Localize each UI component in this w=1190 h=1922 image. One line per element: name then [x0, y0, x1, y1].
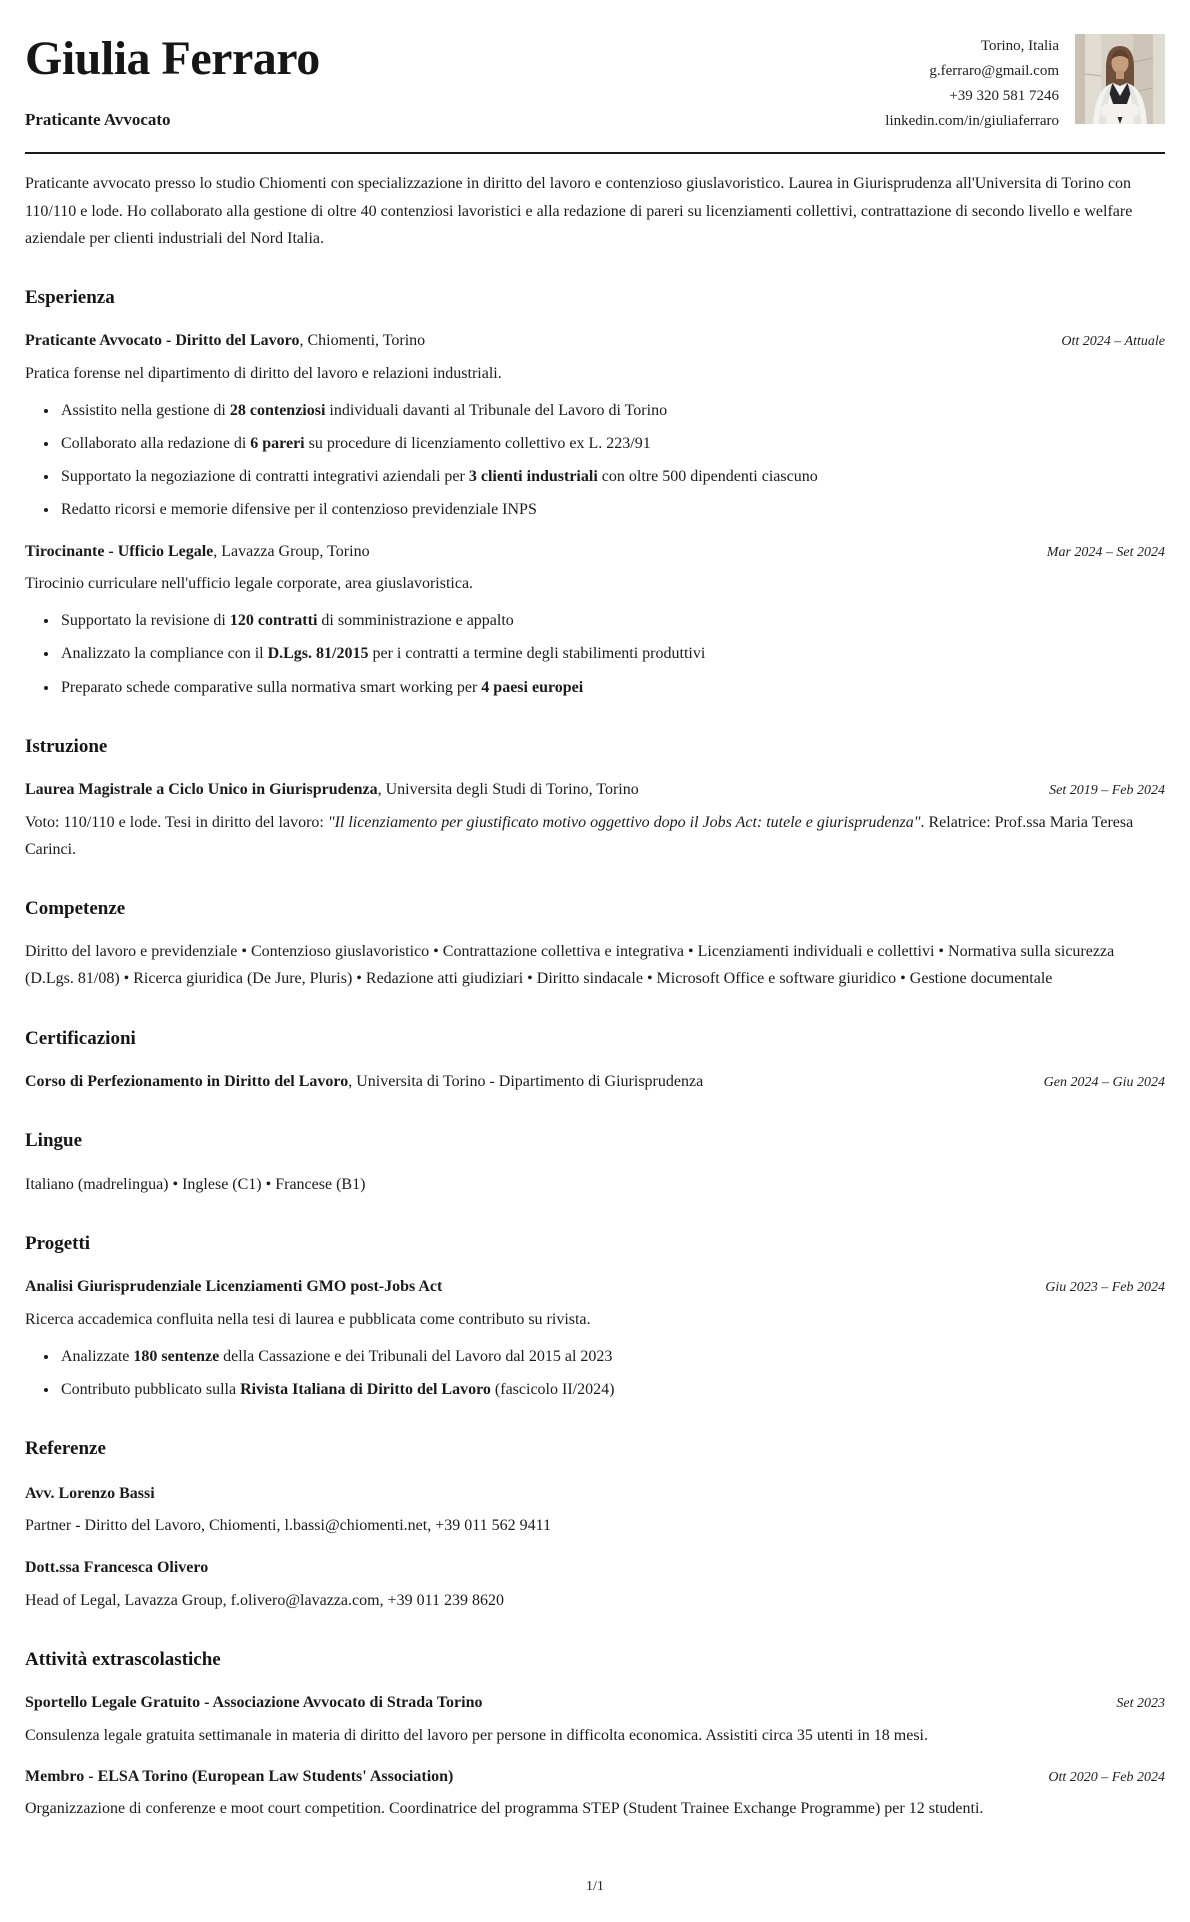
header-identity: [25, 28, 320, 134]
entry-date: Giu 2023 – Feb 2024: [1045, 1280, 1165, 1296]
profile-photo: [1075, 34, 1165, 124]
bullet-item: • Supportato la negoziazione di contratti integrativi aziendali per 3 clienti industriali con oltre 500 dipendenti ciascuno: [59, 463, 1165, 490]
entry-company: , Chiomenti, Torino: [299, 332, 426, 350]
entry-bullet-list: [25, 397, 1165, 524]
education-entry: [25, 777, 1165, 863]
entry-bullet-list: [25, 607, 1165, 701]
bullet-item: • Assistito nella gestione di 28 contenziosi individuali davanti al Tribunale del Lavoro di Torino: [59, 397, 1165, 424]
contact-info: [885, 34, 1059, 134]
header-divider: [25, 152, 1165, 154]
entry-description: Organizzazione di conferenze e moot court competition. Coordinatrice del programma STEP (Student Trainee Exchange Programme) per 12 studenti.: [25, 1800, 984, 1818]
activity-entry: [25, 1690, 1165, 1749]
entry-header: [25, 1764, 1165, 1790]
project-entry: [25, 1274, 1165, 1403]
entry-header: [25, 1690, 1165, 1716]
entry-description: Consulenza legale gratuita settimanale in materia di diritto del lavoro per persone in difficolta economica. Assistiti circa 35 utenti in 18 mesi.: [25, 1726, 928, 1744]
entry-header: [25, 539, 1165, 565]
entry-header: [25, 1069, 1165, 1095]
reference-name: Dott.ssa Francesca Olivero: [25, 1559, 209, 1577]
entry-header: [25, 328, 1165, 354]
bullet-item: • Collaborato alla redazione di 6 pareri su procedure di licenziamento collettivo ex L. 223/91: [59, 430, 1165, 457]
section-heading-istruzione: Istruzione: [25, 735, 108, 757]
entry-description: Ricerca accademica confluita nella tesi di laurea e pubblicata come contributo su rivista.: [25, 1310, 591, 1328]
entry-date: Set 2023: [1116, 1696, 1165, 1712]
bullet-item: • Contributo pubblicato sulla Rivista Italiana di Diritto del Lavoro (fascicolo II/2024): [59, 1376, 1165, 1403]
entry-description: Tirocinio curriculare nell'ufficio legale corporate, area giuslavoristica.: [25, 575, 474, 593]
summary-text: Praticante avvocato presso lo studio Chiomenti con specializzazione in diritto del lavoro e contenzioso giuslavoristico. Laurea in Giurisprudenza all'Universita di Torino con 110/110 e lode. Ho collaborato alla gestione di oltre 40 contenziosi lavoristici e alla redazione di pareri su licenziamenti collettivi, contrattazione di secondo livello e welfare aziendale per clienti industriali del Nord Italia.: [25, 175, 1133, 247]
entry-title: [25, 1069, 703, 1095]
skills-list: Diritto del lavoro e previdenziale • Contenzioso giuslavoristico • Contrattazione collettiva e integrativa • Licenziamenti individuali e collettivi • Normativa sulla sicurezza (D.Lgs. 81/08) • Ricerca giuridica (De Jure, Pluris) • Redazione atti giudiziari • Diritto sindacale • Microsoft Office e software giuridico • Gestione documentale: [25, 943, 1115, 988]
reference-detail: Partner - Diritto del Lavoro, Chiomenti, l.bassi@chiomenti.net, +39 011 562 9411: [25, 1516, 552, 1534]
degree-name: Laurea Magistrale a Ciclo Unico in Giurisprudenza: [25, 781, 378, 799]
activity-name: Membro - ELSA Torino (European Law Students' Association): [25, 1768, 454, 1786]
entry-role: Tirocinante - Ufficio Legale: [25, 542, 214, 560]
thesis-title: "Il licenziamento per giustificato motivo oggettivo dopo il Jobs Act: tutele e giurisprudenza": [327, 813, 921, 831]
entry-date: Mar 2024 – Set 2024: [1046, 544, 1165, 560]
entry-role: Praticante Avvocato - Diritto del Lavoro: [25, 332, 300, 350]
contact-linkedin: linkedin.com/in/giuliaferraro: [885, 113, 1059, 129]
contact-email: g.ferraro@gmail.com: [929, 63, 1059, 79]
job-title: Praticante Avvocato: [25, 110, 171, 130]
entry-title: [25, 1690, 482, 1716]
activity-name: Sportello Legale Gratuito - Associazione Avvocato di Strada Torino: [25, 1694, 483, 1712]
header-contact-block: [885, 28, 1165, 134]
entry-title: [25, 539, 370, 565]
bullet-item: • Analizzate 180 sentenze della Cassazione e dei Tribunali del Lavoro dal 2015 al 2023: [59, 1343, 1165, 1370]
section-heading-esperienza: Esperienza: [25, 287, 115, 308]
bullet-item: • Redatto ricorsi e memorie difensive per il contenzioso previdenziale INPS: [59, 496, 1165, 523]
entry-date: Set 2019 – Feb 2024: [1049, 783, 1165, 799]
entry-description: Pratica forense nel dipartimento di diritto del lavoro e relazioni industriali.: [25, 364, 502, 382]
entry-title: [25, 328, 425, 354]
entry-title: [25, 1764, 453, 1790]
entry-description: Voto: 110/110 e lode. Tesi in diritto del lavoro: "Il licenziamento per giustificato motivo oggettivo dopo il Jobs Act: tutele e giurisprudenza". Relatrice: Prof.ssa Maria Teresa Carinci.: [25, 813, 1134, 858]
reference-name: Avv. Lorenzo Bassi: [25, 1484, 155, 1502]
experience-entry: [25, 539, 1165, 701]
experience-entry: [25, 328, 1165, 523]
entry-header: [25, 1274, 1165, 1300]
reference-detail: Head of Legal, Lavazza Group, f.olivero@lavazza.com, +39 011 239 8620: [25, 1591, 504, 1609]
bullet-item: • Preparato schede comparative sulla normativa smart working per 4 paesi europei: [59, 674, 1165, 701]
section-heading-referenze: Referenze: [25, 1438, 106, 1460]
entry-bullet-list: [25, 1343, 1165, 1403]
certification-entry: [25, 1069, 1165, 1095]
section-heading-lingue: Lingue: [25, 1130, 83, 1152]
header: [25, 28, 1165, 134]
certification-issuer: , Universita di Torino - Dipartimento di Giurisprudenza: [348, 1072, 704, 1090]
bullet-item: • Supportato la revisione di 120 contratti di somministrazione e appalto: [59, 607, 1165, 634]
languages-list: Italiano (madrelingua) • Inglese (C1) • Francese (B1): [25, 1175, 366, 1193]
section-heading-competenze: Competenze: [25, 897, 126, 919]
reference-entry: [25, 1481, 1165, 1540]
activity-entry: [25, 1764, 1165, 1823]
page-number: 1/1: [586, 1878, 604, 1894]
contact-location: Torino, Italia: [980, 38, 1059, 54]
contact-phone: +39 320 581 7246: [949, 88, 1059, 104]
entry-company: , Lavazza Group, Torino: [213, 542, 370, 560]
certification-name: Corso di Perfezionamento in Diritto del Lavoro: [25, 1072, 349, 1090]
entry-date: Gen 2024 – Giu 2024: [1043, 1074, 1165, 1090]
entry-date: Ott 2020 – Feb 2024: [1048, 1770, 1165, 1786]
page-title: Giulia Ferraro: [25, 32, 320, 85]
entry-date: Ott 2024 – Attuale: [1061, 334, 1165, 350]
section-heading-progetti: Progetti: [25, 1232, 91, 1254]
entry-header: [25, 777, 1165, 803]
entry-title: [25, 1274, 442, 1300]
entry-title: [25, 777, 639, 803]
section-heading-certificazioni: Certificazioni: [25, 1027, 136, 1049]
project-name: Analisi Giurisprudenziale Licenziamenti GMO post-Jobs Act: [25, 1278, 443, 1296]
school-name: , Universita degli Studi di Torino, Torino: [377, 781, 639, 799]
reference-entry: [25, 1555, 1165, 1614]
section-heading-attivita: Attività extrascolastiche: [25, 1649, 221, 1671]
bullet-item: • Analizzato la compliance con il D.Lgs. 81/2015 per i contratti a termine degli stabilimenti produttivi: [59, 640, 1165, 667]
